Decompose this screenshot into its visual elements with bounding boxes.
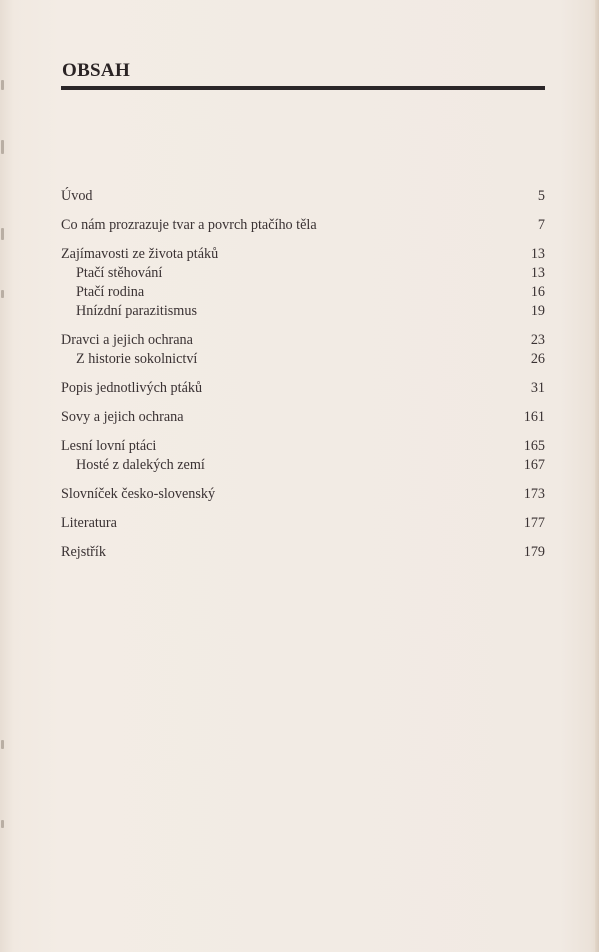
- toc-entry-page: 7: [537, 217, 545, 233]
- toc-entry-label: Z historie sokolnictví: [76, 351, 198, 367]
- toc-entry-page: 23: [530, 332, 545, 348]
- toc-subentry[interactable]: [61, 301, 545, 321]
- toc-entry-page: 16: [530, 284, 545, 300]
- toc-entry-label: Slovníček česko-slovenský: [61, 486, 216, 502]
- binding-mark: [1, 140, 4, 154]
- toc-entry-page: 13: [530, 246, 545, 262]
- toc-entry[interactable]: [61, 186, 545, 206]
- toc-entry-page: 5: [537, 188, 545, 204]
- toc-entry-label: Ptačí stěhování: [76, 265, 163, 281]
- toc-entry-page: 19: [530, 303, 545, 319]
- toc-subentry[interactable]: [61, 282, 545, 302]
- toc-entry-page: 26: [530, 351, 545, 367]
- toc-entry-label: Popis jednotlivých ptáků: [61, 380, 203, 396]
- toc-entry-label: Hosté z dalekých zemí: [76, 457, 205, 473]
- toc-entry-label: Dravci a jejich ochrana: [61, 332, 193, 348]
- toc-entry-label: Co nám prozrazuje tvar a povrch ptačího těla: [61, 217, 317, 233]
- page-title: OBSAH: [62, 60, 131, 81]
- toc-subentry[interactable]: [61, 455, 545, 475]
- binding-edge: [0, 0, 8, 952]
- toc-subentry[interactable]: [61, 263, 545, 283]
- binding-mark: [1, 228, 4, 240]
- toc-entry-label: Rejstřík: [61, 544, 106, 560]
- toc-entry-label: Literatura: [61, 515, 117, 531]
- toc-entry-label: Úvod: [61, 188, 93, 204]
- binding-mark: [1, 820, 4, 828]
- toc-entry[interactable]: [61, 215, 545, 235]
- toc-entry-label: Zajímavosti ze života ptáků: [61, 246, 219, 262]
- toc-entry-label: Sovy a jejich ochrana: [61, 409, 184, 425]
- toc-entry[interactable]: [61, 436, 545, 456]
- toc-entry[interactable]: [61, 542, 545, 562]
- binding-mark: [1, 80, 4, 90]
- toc-entry-page: 167: [523, 457, 545, 473]
- toc-entry[interactable]: [61, 378, 545, 398]
- binding-mark: [1, 740, 4, 749]
- toc-entry-label: Hnízdní parazitismus: [76, 303, 197, 319]
- page-edge: [595, 0, 599, 952]
- binding-mark: [1, 290, 4, 298]
- title-rule: [61, 86, 545, 90]
- toc-entry-label: Lesní lovní ptáci: [61, 438, 157, 454]
- toc-entry-page: 165: [523, 438, 545, 454]
- toc-entry-page: 179: [523, 544, 545, 560]
- toc-entry[interactable]: [61, 330, 545, 350]
- toc-entry[interactable]: [61, 513, 545, 533]
- toc-subentry[interactable]: [61, 349, 545, 369]
- toc-entry-page: 177: [523, 515, 545, 531]
- toc-entry-page: 173: [523, 486, 545, 502]
- toc-entry-page: 31: [530, 380, 545, 396]
- toc-entry-label: Ptačí rodina: [76, 284, 145, 300]
- toc-entry[interactable]: [61, 407, 545, 427]
- toc-entry-page: 161: [523, 409, 545, 425]
- toc-entry[interactable]: [61, 484, 545, 504]
- toc-entry-page: 13: [530, 265, 545, 281]
- toc-entry[interactable]: [61, 244, 545, 264]
